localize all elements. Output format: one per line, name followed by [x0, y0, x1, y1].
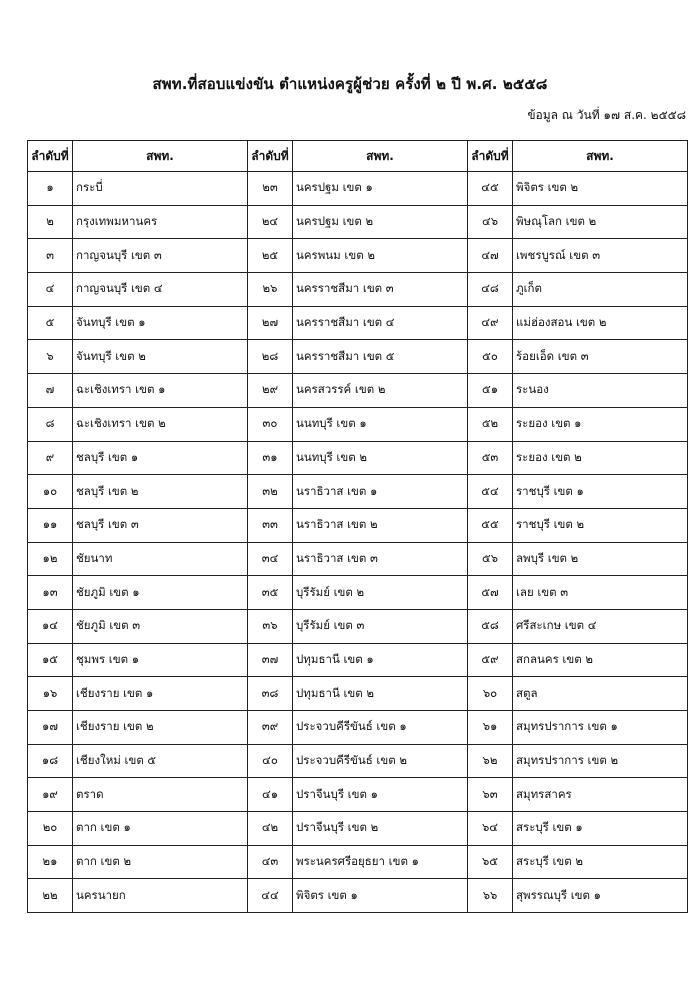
order-number-cell: ๒๗: [248, 306, 293, 340]
order-number-cell: ๔: [28, 273, 73, 307]
order-number-cell: ๒๘: [248, 340, 293, 374]
office-name-cell: พิจิตร เขต ๒: [513, 172, 688, 206]
table-row: [28, 845, 688, 879]
office-name-cell: เชียงราย เขต ๑: [73, 677, 248, 711]
table-row: [28, 744, 688, 778]
order-number-cell: ๓๔: [248, 542, 293, 576]
office-name-cell: ฉะเชิงเทรา เขต ๑: [73, 374, 248, 408]
order-number-cell: ๖๒: [468, 744, 513, 778]
data-date: ข้อมูล ณ วันที่ ๑๗ ส.ค. ๒๕๕๘: [527, 108, 686, 122]
office-name-cell: แม่ฮ่องสอน เขต ๒: [513, 306, 688, 340]
office-name-cell: ฉะเชิงเทรา เขต ๒: [73, 407, 248, 441]
order-number-cell: ๒: [28, 205, 73, 239]
order-number-cell: ๔๘: [468, 273, 513, 307]
order-number-cell: ๔๓: [248, 845, 293, 879]
office-name-cell: กาญจนบุรี เขต ๔: [73, 273, 248, 307]
order-number-cell: ๑๘: [28, 744, 73, 778]
office-name-cell: สมุทรปราการ เขต ๑: [513, 711, 688, 745]
office-name-cell: ศรีสะเกษ เขต ๔: [513, 609, 688, 643]
order-number-cell: ๓๙: [248, 711, 293, 745]
office-name-cell: บุรีรัมย์ เขต ๒: [293, 576, 468, 610]
order-number-cell: ๑๓: [28, 576, 73, 610]
order-number-cell: ๒๙: [248, 374, 293, 408]
order-number-cell: ๑๗: [28, 711, 73, 745]
office-name-cell: บุรีรัมย์ เขต ๓: [293, 609, 468, 643]
office-name-cell: ราชบุรี เขต ๑: [513, 475, 688, 509]
order-number-cell: ๑๕: [28, 643, 73, 677]
header-office-1: สพท.: [73, 141, 248, 172]
office-name-cell: กรุงเทพมหานคร: [73, 205, 248, 239]
office-name-cell: ปราจีนบุรี เขต ๑: [293, 778, 468, 812]
header-order-3: ลำดับที่: [468, 141, 513, 172]
order-number-cell: ๖๓: [468, 778, 513, 812]
order-number-cell: ๑๔: [28, 609, 73, 643]
office-name-cell: จันทบุรี เขต ๑: [73, 306, 248, 340]
order-number-cell: ๒๑: [28, 845, 73, 879]
order-number-cell: ๖๑: [468, 711, 513, 745]
order-number-cell: ๔๔: [248, 879, 293, 913]
order-number-cell: ๖๕: [468, 845, 513, 879]
order-number-cell: ๔๕: [468, 172, 513, 206]
order-number-cell: ๑: [28, 172, 73, 206]
office-name-cell: นราธิวาส เขต ๑: [293, 475, 468, 509]
office-name-cell: ตราด: [73, 778, 248, 812]
office-name-cell: กาญจนบุรี เขต ๓: [73, 239, 248, 273]
table-body: [28, 172, 688, 913]
office-name-cell: ชัยภูมิ เขต ๑: [73, 576, 248, 610]
office-name-cell: ร้อยเอ็ด เขต ๓: [513, 340, 688, 374]
order-number-cell: ๔๗: [468, 239, 513, 273]
table-row: [28, 172, 688, 206]
table-row: [28, 273, 688, 307]
office-name-cell: สมุทรสาคร: [513, 778, 688, 812]
office-table: [27, 140, 688, 913]
order-number-cell: ๓๗: [248, 643, 293, 677]
order-number-cell: ๒๖: [248, 273, 293, 307]
table-header: [28, 141, 688, 172]
office-name-cell: ระยอง เขต ๒: [513, 441, 688, 475]
order-number-cell: ๔๑: [248, 778, 293, 812]
order-number-cell: ๔๙: [468, 306, 513, 340]
table-row: [28, 643, 688, 677]
header-office-3: สพท.: [513, 141, 688, 172]
office-name-cell: สตูล: [513, 677, 688, 711]
office-name-cell: ชลบุรี เขต ๓: [73, 508, 248, 542]
order-number-cell: ๓๖: [248, 609, 293, 643]
order-number-cell: ๓๒: [248, 475, 293, 509]
table-row: [28, 205, 688, 239]
order-number-cell: ๓๐: [248, 407, 293, 441]
order-number-cell: ๕๕: [468, 508, 513, 542]
order-number-cell: ๗: [28, 374, 73, 408]
order-number-cell: ๓๓: [248, 508, 293, 542]
order-number-cell: ๑๐: [28, 475, 73, 509]
office-name-cell: ชลบุรี เขต ๒: [73, 475, 248, 509]
order-number-cell: ๖๖: [468, 879, 513, 913]
office-name-cell: ระนอง: [513, 374, 688, 408]
office-name-cell: เชียงใหม่ เขต ๕: [73, 744, 248, 778]
office-name-cell: นนทบุรี เขต ๑: [293, 407, 468, 441]
order-number-cell: ๔๐: [248, 744, 293, 778]
office-name-cell: นราธิวาส เขต ๒: [293, 508, 468, 542]
table-row: [28, 306, 688, 340]
table-row: [28, 340, 688, 374]
office-name-cell: ระยอง เขต ๑: [513, 407, 688, 441]
office-name-cell: นครราชสีมา เขต ๓: [293, 273, 468, 307]
office-name-cell: ชัยภูมิ เขต ๓: [73, 609, 248, 643]
order-number-cell: ๕๙: [468, 643, 513, 677]
order-number-cell: ๘: [28, 407, 73, 441]
office-name-cell: นครราชสีมา เขต ๕: [293, 340, 468, 374]
office-name-cell: สุพรรณบุรี เขต ๑: [513, 879, 688, 913]
order-number-cell: ๔๒: [248, 812, 293, 846]
table-row: [28, 239, 688, 273]
office-name-cell: จันทบุรี เขต ๒: [73, 340, 248, 374]
office-name-cell: ภูเก็ต: [513, 273, 688, 307]
header-office-2: สพท.: [293, 141, 468, 172]
office-name-cell: เชียงราย เขต ๒: [73, 711, 248, 745]
office-name-cell: นราธิวาส เขต ๓: [293, 542, 468, 576]
office-name-cell: สกลนคร เขต ๒: [513, 643, 688, 677]
table-row: [28, 542, 688, 576]
order-number-cell: ๔๖: [468, 205, 513, 239]
office-name-cell: ปทุมธานี เขต ๑: [293, 643, 468, 677]
office-name-cell: นครราชสีมา เขต ๔: [293, 306, 468, 340]
office-name-cell: ราชบุรี เขต ๒: [513, 508, 688, 542]
order-number-cell: ๖๐: [468, 677, 513, 711]
office-name-cell: นครปฐม เขต ๑: [293, 172, 468, 206]
office-name-cell: ประจวบคีรีขันธ์ เขต ๒: [293, 744, 468, 778]
order-number-cell: ๕๗: [468, 576, 513, 610]
office-name-cell: ลพบุรี เขต ๒: [513, 542, 688, 576]
office-name-cell: ชุมพร เขต ๑: [73, 643, 248, 677]
table-row: [28, 609, 688, 643]
office-name-cell: พิษณุโลก เขต ๒: [513, 205, 688, 239]
order-number-cell: ๓๑: [248, 441, 293, 475]
table-row: [28, 812, 688, 846]
order-number-cell: ๑๖: [28, 677, 73, 711]
office-name-cell: สระบุรี เขต ๒: [513, 845, 688, 879]
office-name-cell: เพชรบูรณ์ เขต ๓: [513, 239, 688, 273]
header-row: [28, 141, 688, 172]
order-number-cell: ๓๘: [248, 677, 293, 711]
order-number-cell: ๑๙: [28, 778, 73, 812]
office-name-cell: นครพนม เขต ๒: [293, 239, 468, 273]
office-name-cell: นนทบุรี เขต ๒: [293, 441, 468, 475]
table-row: [28, 441, 688, 475]
table-row: [28, 677, 688, 711]
order-number-cell: ๒๒: [28, 879, 73, 913]
office-name-cell: กระบี่: [73, 172, 248, 206]
order-number-cell: ๕๘: [468, 609, 513, 643]
order-number-cell: ๖๔: [468, 812, 513, 846]
order-number-cell: ๕๖: [468, 542, 513, 576]
header-order-1: ลำดับที่: [28, 141, 73, 172]
table-row: [28, 879, 688, 913]
order-number-cell: ๒๔: [248, 205, 293, 239]
order-number-cell: ๙: [28, 441, 73, 475]
order-number-cell: ๕: [28, 306, 73, 340]
table-row: [28, 475, 688, 509]
office-name-cell: สระบุรี เขต ๑: [513, 812, 688, 846]
document-title: สพท.ที่สอบแข่งขัน ตำแหน่งครูผู้ช่วย ครั้งที่ ๒ ปี พ.ศ. ๒๕๕๘: [152, 75, 548, 93]
office-name-cell: ประจวบคีรีขันธ์ เขต ๑: [293, 711, 468, 745]
header-order-2: ลำดับที่: [248, 141, 293, 172]
office-name-cell: สมุทรปราการ เขต ๒: [513, 744, 688, 778]
office-name-cell: ชัยนาท: [73, 542, 248, 576]
order-number-cell: ๒๓: [248, 172, 293, 206]
order-number-cell: ๑๒: [28, 542, 73, 576]
table-row: [28, 508, 688, 542]
office-name-cell: นครสวรรค์ เขต ๒: [293, 374, 468, 408]
order-number-cell: ๒๕: [248, 239, 293, 273]
office-name-cell: ปราจีนบุรี เขต ๒: [293, 812, 468, 846]
office-name-cell: นครปฐม เขต ๒: [293, 205, 468, 239]
office-name-cell: พระนครศรีอยุธยา เขต ๑: [293, 845, 468, 879]
office-name-cell: พิจิตร เขต ๑: [293, 879, 468, 913]
office-name-cell: นครนายก: [73, 879, 248, 913]
table-row: [28, 576, 688, 610]
order-number-cell: ๖: [28, 340, 73, 374]
table-row: [28, 711, 688, 745]
table-row: [28, 374, 688, 408]
order-number-cell: ๕๑: [468, 374, 513, 408]
order-number-cell: ๕๓: [468, 441, 513, 475]
order-number-cell: ๕๐: [468, 340, 513, 374]
order-number-cell: ๕๒: [468, 407, 513, 441]
table-row: [28, 407, 688, 441]
order-number-cell: ๓: [28, 239, 73, 273]
order-number-cell: ๕๔: [468, 475, 513, 509]
office-name-cell: ปทุมธานี เขต ๒: [293, 677, 468, 711]
office-name-cell: เลย เขต ๓: [513, 576, 688, 610]
table-row: [28, 778, 688, 812]
order-number-cell: ๓๕: [248, 576, 293, 610]
office-name-cell: ชลบุรี เขต ๑: [73, 441, 248, 475]
office-name-cell: ตาก เขต ๒: [73, 845, 248, 879]
order-number-cell: ๑๑: [28, 508, 73, 542]
office-name-cell: ตาก เขต ๑: [73, 812, 248, 846]
order-number-cell: ๒๐: [28, 812, 73, 846]
